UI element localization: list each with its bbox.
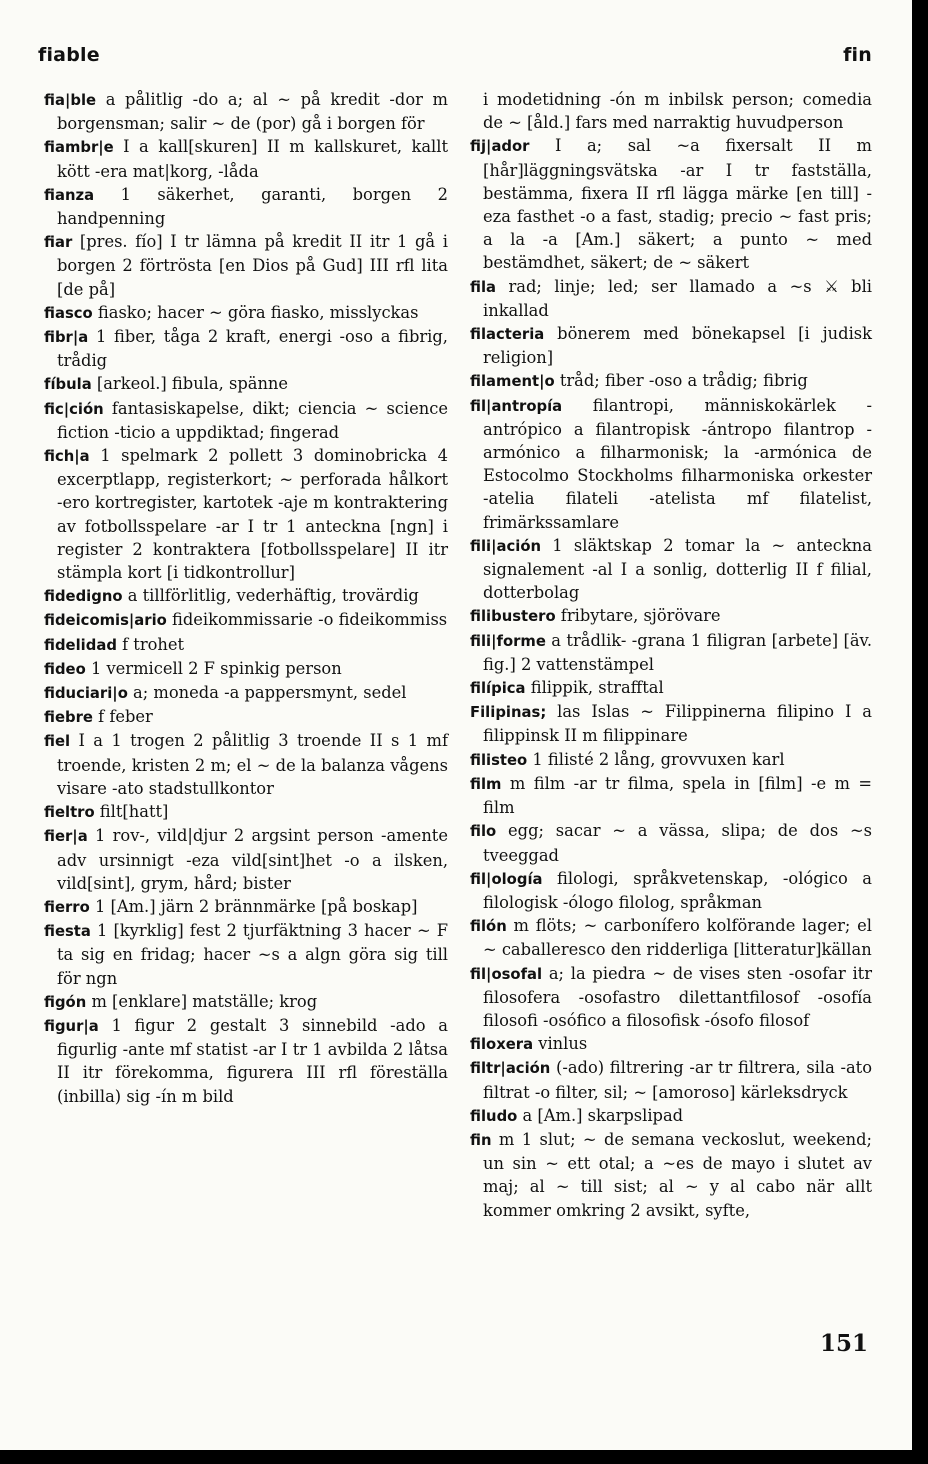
left-column	[44, 88, 448, 1108]
entry-headword: fidedigno	[44, 588, 123, 606]
dictionary-entry	[44, 372, 448, 396]
entry-headword: fianza	[44, 186, 95, 204]
dictionary-entry	[44, 608, 448, 632]
entry-definition: 1 säkerhet, garanti, borgen 2 handpenning	[57, 184, 448, 229]
right-column	[470, 88, 872, 1222]
dictionary-entry	[44, 800, 448, 824]
entry-headword: figur|a	[44, 1017, 99, 1035]
dictionary-entry	[470, 1056, 872, 1103]
entry-definition: 1 spelmark 2 pollett 3 dominobricka 4 excerptlapp, registerkort; ~ perforada hålkort -ero kortregister, kartotek -aje m kontraktering av fotbollsspelare -ar I tr 1 anteckna [ngn] i register 2 kontraktera [fotbollsspelare] II itr stämpla kort [i tidkontrollur]	[57, 446, 448, 583]
entry-definition: 1 vermicell 2 F spinkig person	[85, 658, 342, 678]
dictionary-entry	[470, 534, 872, 605]
entry-headword: filudo	[470, 1107, 518, 1125]
entry-definition: I a 1 trogen 2 pålitlig 3 troende II s 1 mf troende, kristen 2 m; el ~ de la balanza vågens visare -ato stadstullkontor	[57, 731, 448, 798]
entry-headword: film	[470, 775, 502, 793]
entry-definition: las Islas ~ Filippinerna filipino I a filippinsk II m filippinare	[483, 702, 872, 746]
dictionary-entry	[44, 705, 448, 729]
entry-definition: 1 [kyrklig] fest 2 tjurfäktning 3 hacer ~ F ta sig en fridag; hacer ~s a algn göra sig till för ngn	[57, 921, 448, 988]
entry-headword: fier|a	[44, 828, 88, 846]
dictionary-entry	[44, 990, 448, 1014]
dictionary-entry	[44, 397, 448, 444]
entry-headword: filípica	[470, 680, 526, 698]
entry-headword: Filipinas;	[470, 704, 547, 722]
entry-definition: filantropi, människokärlek -antrópico a filantropisk -ántropo filantrop -armónico a filharmonisk; la -armónica de Estocolmo Stockholms filharmoniska orkester -atelia filateli -atelista mf filatelist, frimärkssamlare	[483, 395, 872, 532]
dictionary-entry	[470, 1128, 872, 1222]
dictionary-entry	[470, 275, 872, 322]
entry-definition: 1 [Am.] järn 2 brännmärke [på boskap]	[89, 896, 418, 916]
entry-definition: [arkeol.] fibula, spänne	[91, 374, 289, 394]
entry-headword: fibr|a	[44, 329, 89, 347]
dictionary-entry	[44, 183, 448, 230]
entry-definition: filologi, språkvetenskap, -ológico a filologisk -ólogo filolog, språkman	[483, 868, 872, 912]
dictionary-entry	[470, 369, 872, 393]
entry-definition: 1 filisté 2 lång, grovvuxen karl	[527, 749, 785, 769]
entry-definition: a pålitlig -do a; al ~ på kredit -dor m borgensman; salir ~ de (por) gå i borgen för	[57, 90, 448, 134]
dictionary-entry	[44, 230, 448, 301]
dictionary-entry	[44, 88, 448, 135]
dictionary-entry	[44, 633, 448, 657]
dictionary-entry	[44, 1014, 448, 1108]
entry-definition: filippik, strafftal	[525, 678, 664, 698]
entry-headword: fili|forme	[470, 632, 546, 650]
dictionary-entry	[44, 895, 448, 919]
entry-definition: m film -ar tr filma, spela in [film] -e m = film	[483, 773, 872, 818]
entry-headword: filtr|ación	[470, 1060, 551, 1078]
dictionary-entry	[470, 1104, 872, 1128]
entry-definition: fribytare, sjörövare	[555, 606, 721, 626]
entry-definition: [pres. fío] I tr lämna på kredit II itr 1 gå i borgen 2 förtrösta [en Dios på Gud] III rfl lita [de på]	[57, 232, 448, 299]
entry-definition: tråd; fiber -oso a trådig; fibrig	[554, 371, 808, 391]
entry-headword: fideo	[44, 660, 86, 678]
entry-headword: filament|o	[470, 373, 555, 391]
entry-headword: fil|ología	[470, 870, 543, 888]
dictionary-entry	[44, 325, 448, 372]
entry-definition: a; la piedra ~ de vises sten -osofar itr filosofera -osofastro dilettantfilosof -osofía filosofi -osófico a filosofisk -ósofo filosof	[483, 963, 872, 1030]
entry-definition: m 1 slut; ~ de semana veckoslut, weekend; un sin ~ ett otal; a ~es de mayo i slutet av maj; al ~ till sist; al ~ y al cabo när allt kommer omkring 2 avsikt, syfte,	[483, 1129, 872, 1220]
dictionary-entry	[44, 301, 448, 325]
entry-headword: fieltro	[44, 804, 95, 822]
entry-headword: fiesta	[44, 923, 91, 941]
dictionary-entry	[44, 135, 448, 182]
entry-headword: fili|ación	[470, 537, 542, 555]
entry-definition: egg; sacar ~ a vässa, slipa; de dos ~s tveeggad	[483, 821, 872, 865]
entry-headword: fila	[470, 278, 497, 296]
dictionary-entry	[470, 604, 872, 628]
entry-headword: fiar	[44, 234, 73, 252]
dictionary-entry	[470, 322, 872, 369]
dictionary-entry	[470, 819, 872, 866]
entry-definition: vinlus	[533, 1034, 588, 1054]
entry-definition: f feber	[92, 707, 153, 727]
entry-headword: fil|antropía	[470, 397, 563, 415]
dictionary-entry	[470, 914, 872, 961]
entry-headword: filón	[470, 918, 507, 936]
dictionary-entry	[470, 676, 872, 700]
entry-headword: fin	[470, 1131, 492, 1149]
entry-definition: (-ado) filtrering -ar tr filtrera, sila -ato filtrat -o filter, sil; ~ [amoroso] kärleksdryck	[483, 1058, 872, 1102]
dictionary-entry	[470, 867, 872, 914]
entry-headword: fidelidad	[44, 636, 117, 654]
dictionary-entry	[470, 629, 872, 676]
left-guide-word: fiable	[38, 44, 100, 66]
entry-headword: fij|ador	[470, 138, 530, 156]
dictionary-entry	[44, 729, 448, 800]
entry-definition: a; moneda -a pappersmynt, sedel	[127, 683, 407, 703]
dictionary-entry	[44, 444, 448, 584]
dictionary-entry	[470, 962, 872, 1033]
dictionary-entry	[44, 584, 448, 608]
entry-headword: filibustero	[470, 608, 556, 626]
entry-headword: fil|osofal	[470, 965, 543, 983]
dictionary-entry	[470, 394, 872, 534]
entry-headword: filo	[470, 823, 497, 841]
entry-definition: 1 släktskap 2 tomar la ~ anteckna signalement -al I a sonlig, dotterlig II f filial, dotterbolag	[483, 535, 872, 603]
page-number: 151	[819, 1330, 868, 1357]
entry-definition: fiasko; hacer ~ göra fiasko, misslyckas	[92, 302, 419, 322]
entry-headword: figón	[44, 993, 87, 1011]
dictionary-entry	[470, 748, 872, 772]
entry-definition: m flöts; ~ carbonífero kolförande lager; el ~ caballeresco den ridderliga [litteratur]källan	[483, 916, 872, 960]
entry-headword: fiebre	[44, 709, 93, 727]
entry-headword: fich|a	[44, 448, 90, 466]
entry-definition: 1 rov-, vild|djur 2 argsint person -amente adv ursinnigt -eza vild[sint]het -o a ilsken, vild[sint], grym, hård; bister	[57, 826, 448, 893]
entry-headword: fiel	[44, 733, 71, 751]
dictionary-entry	[470, 772, 872, 819]
entry-definition: f trohet	[116, 634, 185, 654]
entry-headword: fierro	[44, 898, 90, 916]
entry-headword: fiasco	[44, 304, 93, 322]
entry-headword: fic|ción	[44, 400, 104, 418]
dictionary-entry	[470, 700, 872, 747]
entry-definition: m [enklare] matställe; krog	[86, 991, 318, 1011]
entry-definition: fantasiskapelse, dikt; ciencia ~ science fiction -ticio a uppdiktad; fingerad	[57, 398, 448, 442]
entry-definition: a tillförlitlig, vederhäftig, trovärdig	[122, 586, 419, 606]
entry-definition: I a; sal ~a fixersalt II m [hår]läggningsvätska -ar I tr fastställa, bestämma, fixera II rfl lägga märke [en till] -eza fasthet -o a fast, stadig; precio ~ fast pris; a la -a [Am.] säkert; a punto ~ med bestämdhet, säkert; de ~ säkert	[483, 136, 872, 273]
entry-definition: fideikommissarie -o fideikommiss	[166, 610, 448, 630]
entry-definition: a trådlik- -grana 1 filigran [arbete] [äv. fig.] 2 vattenstämpel	[483, 630, 872, 674]
entry-definition: I a kall[skuren] II m kallskuret, kallt kött -era mat|korg, -låda	[57, 137, 448, 181]
right-guide-word: fin	[843, 44, 872, 66]
entry-headword: fia|ble	[44, 92, 97, 109]
dictionary-entry	[44, 657, 448, 681]
entry-definition: 1 figur 2 gestalt 3 sinnebild -ado a figurlig -ante mf statist -ar I tr 1 avbilda 2 låtsa II itr förekomma, figurera III rfl föreställa (inbilla) sig -ín m bild	[57, 1015, 448, 1106]
entry-definition: filt[hatt]	[94, 802, 169, 822]
entry-headword: fideicomis|ario	[44, 612, 167, 630]
entry-headword: filacteria	[470, 326, 545, 344]
dictionary-entry	[470, 1032, 872, 1056]
entry-definition: a [Am.] skarpslipad	[517, 1105, 684, 1125]
entry-definition: rad; linje; led; ser llamado a ~s ⚔ bli inkallad	[483, 276, 872, 320]
dictionary-entry	[44, 681, 448, 705]
entry-definition: bönerem med bönekapsel [i judisk religion]	[483, 324, 872, 368]
entry-headword: filisteo	[470, 751, 528, 769]
entry-definition: 1 fiber, tåga 2 kraft, energi -oso a fibrig, trådig	[57, 327, 448, 371]
entry-headword: fíbula	[44, 376, 92, 394]
entry-definition: i modetidning -ón m inbilsk person; comedia de ~ [åld.] fars med narraktig huvudperson	[483, 90, 872, 133]
dictionary-entry	[470, 134, 872, 274]
entry-headword: filoxera	[470, 1036, 534, 1054]
dictionary-entry	[44, 824, 448, 895]
dictionary-entry	[44, 919, 448, 990]
entry-headword: fiambr|e	[44, 139, 114, 157]
entry-headword: fiduciari|o	[44, 685, 128, 703]
dictionary-entry	[470, 88, 872, 134]
